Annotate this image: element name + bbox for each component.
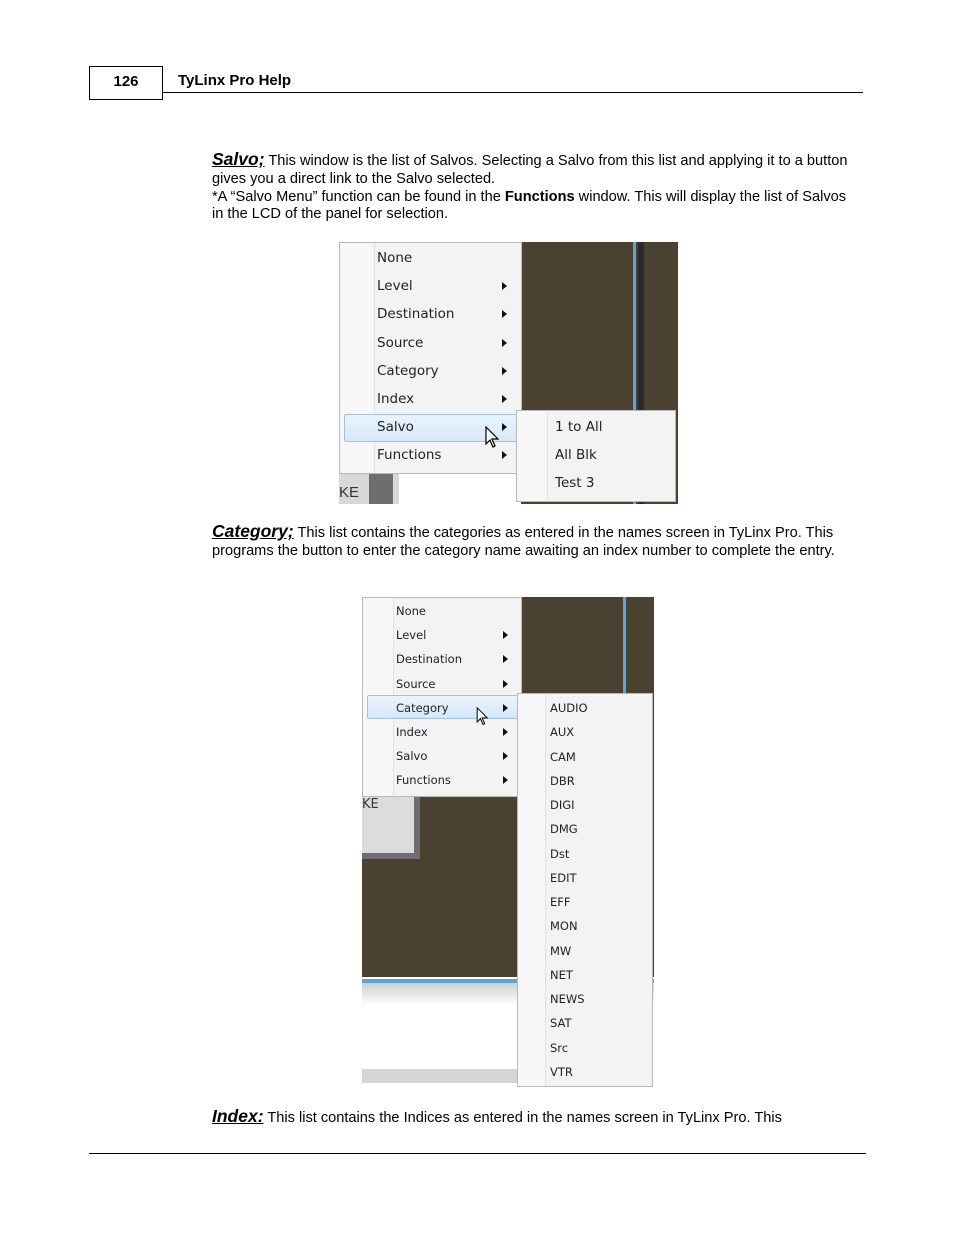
menu-item-label: Functions bbox=[377, 447, 442, 464]
submenu-arrow-icon bbox=[502, 367, 507, 375]
salvo-item-label: 1 to All bbox=[555, 419, 603, 435]
header-title: TyLinx Pro Help bbox=[178, 72, 292, 89]
submenu-arrow-icon bbox=[503, 680, 508, 688]
menu2-item-functions[interactable] bbox=[362, 768, 522, 792]
menu-item-label: Level bbox=[377, 278, 413, 295]
category-item-label: SAT bbox=[550, 1016, 572, 1031]
category-item-label: DIGI bbox=[550, 798, 575, 812]
button-fragment-text-2: KE bbox=[362, 797, 379, 812]
category-paragraph bbox=[212, 523, 852, 561]
submenu-arrow-icon bbox=[502, 451, 507, 459]
category-item-vtr[interactable] bbox=[517, 1060, 653, 1084]
category-item-label: Src bbox=[550, 1040, 569, 1055]
category-item-label: EDIT bbox=[550, 870, 577, 885]
submenu-arrow-icon bbox=[502, 339, 507, 347]
index-text: This list contains the Indices as entered in the names screen in TyLinx Pro. This bbox=[263, 1110, 782, 1126]
submenu-arrow-icon bbox=[503, 776, 508, 784]
menu2-item-label: Destination bbox=[396, 652, 462, 667]
index-heading: Index: bbox=[212, 1106, 264, 1126]
category-item-cam[interactable] bbox=[517, 745, 653, 769]
footer-rule bbox=[89, 1153, 866, 1154]
category-item-dst[interactable] bbox=[517, 842, 653, 866]
submenu-arrow-icon bbox=[503, 728, 508, 736]
category-item-label: AUX bbox=[550, 725, 575, 740]
category-item-dbr[interactable] bbox=[517, 769, 653, 793]
salvo-item-all-blk[interactable] bbox=[516, 441, 676, 469]
category-item-label: NEWS bbox=[550, 992, 585, 1006]
category-item-audio[interactable] bbox=[517, 696, 653, 720]
category-item-label: EFF bbox=[550, 895, 571, 909]
salvo-text: This window is the list of Salvos. Selecting a Salvo from this list and applying it to a button gives you a direct link to the Salvo selected. bbox=[212, 153, 848, 187]
menu2-item-salvo[interactable] bbox=[362, 744, 522, 768]
submenu-arrow-icon bbox=[502, 310, 507, 318]
category-item-label: MON bbox=[550, 919, 578, 934]
category-item-label: AUDIO bbox=[550, 701, 588, 715]
page-number: 126 bbox=[89, 66, 163, 100]
category-item-label: MW bbox=[550, 943, 572, 958]
category-item-src[interactable] bbox=[517, 1036, 653, 1060]
category-item-label: DMG bbox=[550, 822, 578, 837]
menu-item-label: Index bbox=[377, 391, 415, 407]
menu-item-category[interactable] bbox=[339, 357, 522, 385]
header-rule bbox=[163, 92, 863, 93]
menu2-item-category[interactable] bbox=[362, 696, 522, 720]
index-paragraph bbox=[212, 1108, 852, 1128]
menu2-item-level[interactable] bbox=[362, 623, 522, 647]
salvo-heading: Salvo; bbox=[212, 149, 265, 169]
menu2-item-label: Level bbox=[396, 628, 427, 643]
category-item-eff[interactable] bbox=[517, 890, 653, 914]
category-item-aux[interactable] bbox=[517, 720, 653, 744]
category-item-edit[interactable] bbox=[517, 866, 653, 890]
button-fragment-shadow bbox=[369, 474, 393, 504]
submenu-arrow-icon bbox=[502, 395, 507, 403]
menu2-item-label: Category bbox=[396, 700, 449, 715]
category-heading: Category; bbox=[212, 521, 294, 541]
category-item-label: VTR bbox=[550, 1064, 573, 1079]
salvo-paragraph bbox=[212, 151, 852, 224]
menu-item-label: None bbox=[377, 250, 413, 266]
menu2-item-none[interactable] bbox=[362, 599, 522, 623]
button-fragment-text: KE bbox=[339, 484, 360, 501]
menu2-item-destination[interactable] bbox=[362, 647, 522, 671]
category-item-mw[interactable] bbox=[517, 939, 653, 963]
menu2-item-label: Index bbox=[396, 725, 428, 739]
menu-item-label: Destination bbox=[377, 306, 455, 323]
salvo-note-pre: *A “Salvo Menu” function can be found in the bbox=[212, 188, 505, 205]
category-item-digi[interactable] bbox=[517, 793, 653, 817]
category-item-label: Dst bbox=[550, 846, 570, 861]
submenu-arrow-icon bbox=[502, 423, 507, 431]
menu2-item-label: Source bbox=[396, 676, 436, 691]
menu-item-index[interactable] bbox=[339, 385, 522, 413]
menu-item-source[interactable] bbox=[339, 329, 522, 357]
mouse-cursor-icon bbox=[485, 426, 501, 450]
salvo-item-test-3[interactable] bbox=[516, 469, 676, 497]
category-item-mon[interactable] bbox=[517, 914, 653, 938]
menu-item-label: Salvo bbox=[377, 419, 414, 436]
menu-item-label: Source bbox=[377, 334, 424, 351]
button-fragment-face-2 bbox=[362, 795, 414, 853]
category-item-label: DBR bbox=[550, 773, 575, 788]
scrollbar-fragment bbox=[362, 1069, 522, 1083]
category-menu-screenshot bbox=[362, 597, 654, 1088]
salvo-menu-screenshot bbox=[339, 242, 678, 504]
category-item-sat[interactable] bbox=[517, 1011, 653, 1035]
menu2-item-label: Functions bbox=[396, 773, 451, 788]
category-item-label: CAM bbox=[550, 749, 576, 764]
menu2-item-source[interactable] bbox=[362, 672, 522, 696]
category-item-news[interactable] bbox=[517, 987, 653, 1011]
submenu-arrow-icon bbox=[502, 282, 507, 290]
salvo-note-post: window. This will display the list of Salvos in the LCD of the panel for selection. bbox=[212, 188, 847, 223]
submenu-arrow-icon bbox=[503, 631, 508, 639]
salvo-item-1-to-all[interactable] bbox=[516, 413, 676, 441]
category-item-net[interactable] bbox=[517, 963, 653, 987]
salvo-item-label: All Blk bbox=[555, 447, 597, 464]
category-item-label: NET bbox=[550, 967, 573, 982]
menu-item-label: Category bbox=[377, 362, 439, 379]
menu-item-destination[interactable] bbox=[339, 300, 522, 328]
menu-item-level[interactable] bbox=[339, 272, 522, 300]
menu2-item-label: None bbox=[396, 604, 427, 618]
menu2-item-index[interactable] bbox=[362, 720, 522, 744]
submenu-arrow-icon bbox=[503, 655, 508, 663]
salvo-note-bold: Functions bbox=[504, 188, 575, 205]
salvo-item-label: Test 3 bbox=[555, 475, 595, 492]
menu-item-none[interactable] bbox=[339, 244, 522, 272]
submenu-arrow-icon bbox=[503, 704, 508, 712]
submenu-arrow-icon bbox=[503, 752, 508, 760]
mouse-cursor-icon-2 bbox=[476, 707, 490, 727]
menu2-item-label: Salvo bbox=[396, 749, 428, 764]
category-text: This list contains the categories as entered in the names screen in TyLinx Pro. This programs the button to enter the category name awaiting an index number to complete the entry. bbox=[212, 525, 835, 559]
category-item-dmg[interactable] bbox=[517, 817, 653, 841]
